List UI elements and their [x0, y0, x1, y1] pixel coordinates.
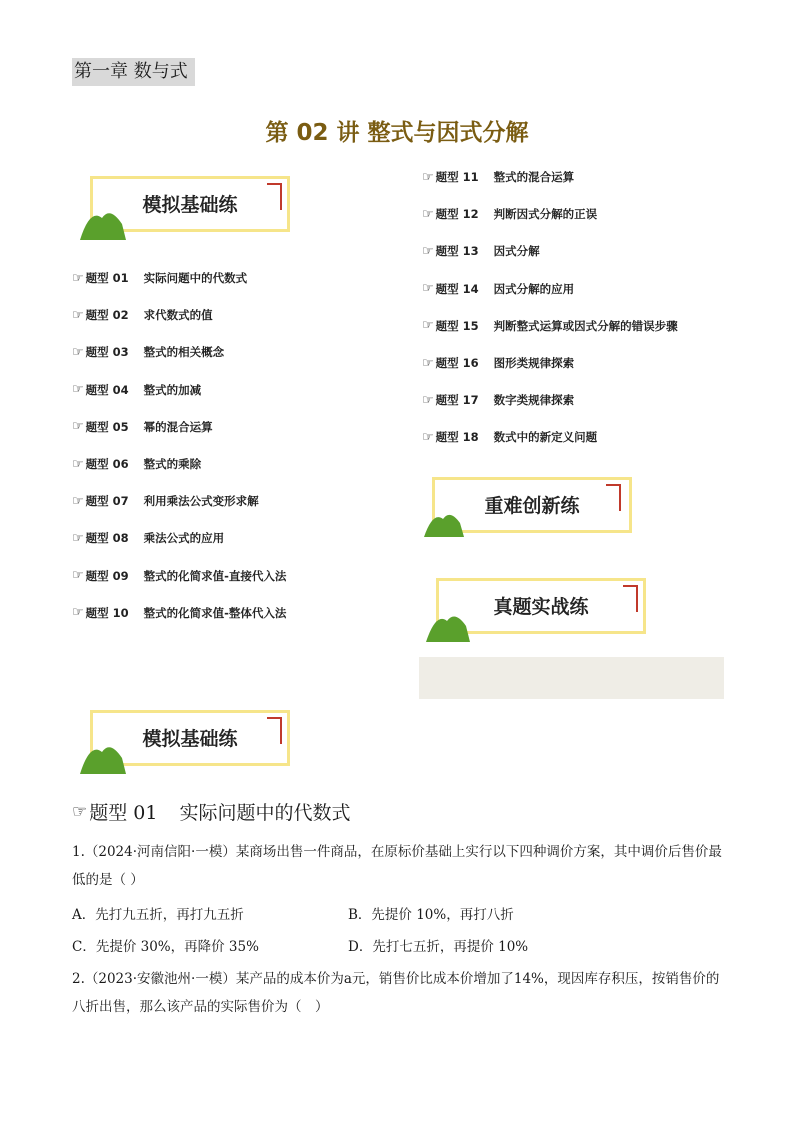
pointing-hand-icon: ☞	[72, 801, 88, 822]
green-hill-icon	[80, 204, 130, 240]
toc-item[interactable]	[422, 281, 574, 297]
toc-item-num: 题型 02	[85, 308, 129, 323]
toc-item[interactable]	[72, 568, 286, 584]
toc-item[interactable]	[72, 270, 247, 286]
pointing-hand-icon: ☞	[72, 456, 84, 472]
toc-item[interactable]	[72, 493, 259, 509]
toc-item-num: 题型 10	[85, 605, 129, 620]
pointing-hand-icon: ☞	[72, 419, 84, 435]
toc-item-label: 乘法公式的应用	[143, 531, 225, 546]
toc-item-label: 因式分解	[493, 244, 540, 259]
section-heading	[72, 798, 350, 825]
toc-item-label: 整式的化简求值-直接代入法	[143, 568, 287, 583]
pointing-hand-icon: ☞	[72, 270, 84, 286]
pointing-hand-icon: ☞	[72, 382, 84, 398]
question-1-stem: 1.（2024·河南信阳·一模）某商场出售一件商品，在原标价基础上实行以下四种调价方案，其中调价后售价最低的是（ ）	[72, 844, 722, 888]
toc-item-label: 因式分解的应用	[493, 281, 575, 296]
toc-item-label: 图形类规律探索	[493, 356, 575, 370]
toc-item[interactable]	[72, 419, 213, 435]
toc-item-label: 判断因式分解的正误	[493, 207, 598, 222]
pointing-hand-icon: ☞	[422, 318, 434, 334]
corner-accent-icon	[621, 584, 641, 614]
badge-basic-bottom	[80, 710, 290, 774]
toc-item-label: 整式的乘除	[143, 457, 202, 471]
section-label: 实际问题中的代数式	[179, 802, 351, 824]
toc-item[interactable]	[422, 243, 540, 259]
question-1-option-b: B．先提价 10%，再打八折	[348, 907, 514, 923]
toc-item-num: 题型 01	[85, 271, 129, 285]
pointing-hand-icon: ☞	[72, 493, 84, 509]
toc-item-num: 题型 12	[435, 207, 479, 222]
green-hill-icon	[424, 507, 468, 537]
badge-real	[426, 578, 636, 642]
toc-item[interactable]	[72, 605, 286, 621]
badge-label: 模拟基础练	[142, 194, 238, 216]
toc-item[interactable]	[422, 318, 678, 334]
green-hill-icon	[426, 608, 472, 642]
corner-accent-icon	[265, 182, 285, 212]
pointing-hand-icon: ☞	[422, 355, 434, 371]
badge-label: 重难创新练	[484, 495, 580, 517]
toc-item-label: 利用乘法公式变形求解	[143, 494, 259, 509]
toc-item-label: 求代数式的值	[143, 308, 213, 323]
badge-hard	[424, 477, 634, 541]
toc-item[interactable]	[422, 392, 574, 408]
toc-item-label: 整式的混合运算	[493, 170, 575, 184]
toc-item-label: 幂的混合运算	[143, 419, 213, 434]
toc-item-num: 题型 13	[435, 244, 479, 259]
toc-item-label: 整式的化简求值-整体代入法	[143, 605, 287, 620]
answer-area-box	[419, 657, 724, 699]
page-title: 第 02 讲 整式与因式分解	[265, 120, 529, 146]
chapter-label: 第一章 数与式	[72, 58, 195, 86]
toc-item-num: 题型 16	[435, 356, 479, 370]
pointing-hand-icon: ☞	[422, 169, 434, 185]
toc-item-num: 题型 06	[85, 457, 129, 471]
toc-item-num: 题型 18	[435, 430, 479, 445]
question-2-stem: 2.（2023·安徽池州·一模）某产品的成本价为a元，销售价比成本价增加了14%，现因库存积压，按销售价的八折出售，那么该产品的实际售价为（ ）	[72, 971, 720, 1015]
toc-item[interactable]	[72, 382, 201, 398]
toc-item-label: 判断整式运算或因式分解的错误步骤	[493, 318, 678, 333]
question-1-option-c: C．先提价 30%，再降价 35%	[72, 939, 259, 955]
badge-label: 模拟基础练	[142, 728, 238, 750]
question-1-option-a: A．先打九五折，再打九五折	[72, 907, 244, 923]
toc-item-label: 数式中的新定义问题	[493, 430, 598, 445]
toc-item-num: 题型 17	[435, 393, 479, 408]
section-num: 题型 01	[89, 802, 158, 824]
toc-item[interactable]	[72, 530, 224, 546]
pointing-hand-icon: ☞	[422, 392, 434, 408]
question-1-option-d: D．先打七五折，再提价 10%	[348, 939, 529, 955]
pointing-hand-icon: ☞	[72, 605, 84, 621]
green-hill-icon	[80, 738, 130, 774]
pointing-hand-icon: ☞	[72, 307, 84, 323]
pointing-hand-icon: ☞	[422, 281, 434, 297]
badge-basic-top	[80, 176, 290, 240]
pointing-hand-icon: ☞	[422, 429, 434, 445]
toc-item-num: 题型 15	[435, 318, 479, 333]
toc-item[interactable]	[422, 206, 597, 222]
toc-item-num: 题型 08	[85, 531, 129, 546]
toc-item[interactable]	[422, 355, 574, 371]
toc-item-num: 题型 14	[435, 281, 479, 296]
toc-item-num: 题型 03	[85, 345, 129, 360]
pointing-hand-icon: ☞	[422, 206, 434, 222]
pointing-hand-icon: ☞	[72, 344, 84, 360]
corner-accent-icon	[265, 716, 285, 746]
toc-item[interactable]	[72, 456, 201, 472]
toc-item-label: 整式的加减	[143, 382, 202, 397]
corner-accent-icon	[604, 483, 624, 513]
toc-item-label: 数字类规律探索	[493, 393, 575, 408]
toc-item[interactable]	[422, 169, 574, 185]
badge-label: 真题实战练	[493, 596, 589, 618]
toc-item-num: 题型 09	[85, 568, 129, 583]
toc-item[interactable]	[72, 307, 213, 323]
toc-item-num: 题型 11	[435, 170, 479, 184]
pointing-hand-icon: ☞	[72, 530, 84, 546]
toc-item-label: 实际问题中的代数式	[143, 271, 248, 285]
toc-item[interactable]	[72, 344, 224, 360]
toc-item-label: 整式的相关概念	[143, 345, 225, 360]
toc-item-num: 题型 04	[85, 382, 129, 397]
toc-item-num: 题型 07	[85, 494, 129, 509]
toc-item[interactable]	[422, 429, 597, 445]
toc-item-num: 题型 05	[85, 419, 129, 434]
pointing-hand-icon: ☞	[72, 568, 84, 584]
pointing-hand-icon: ☞	[422, 243, 434, 259]
